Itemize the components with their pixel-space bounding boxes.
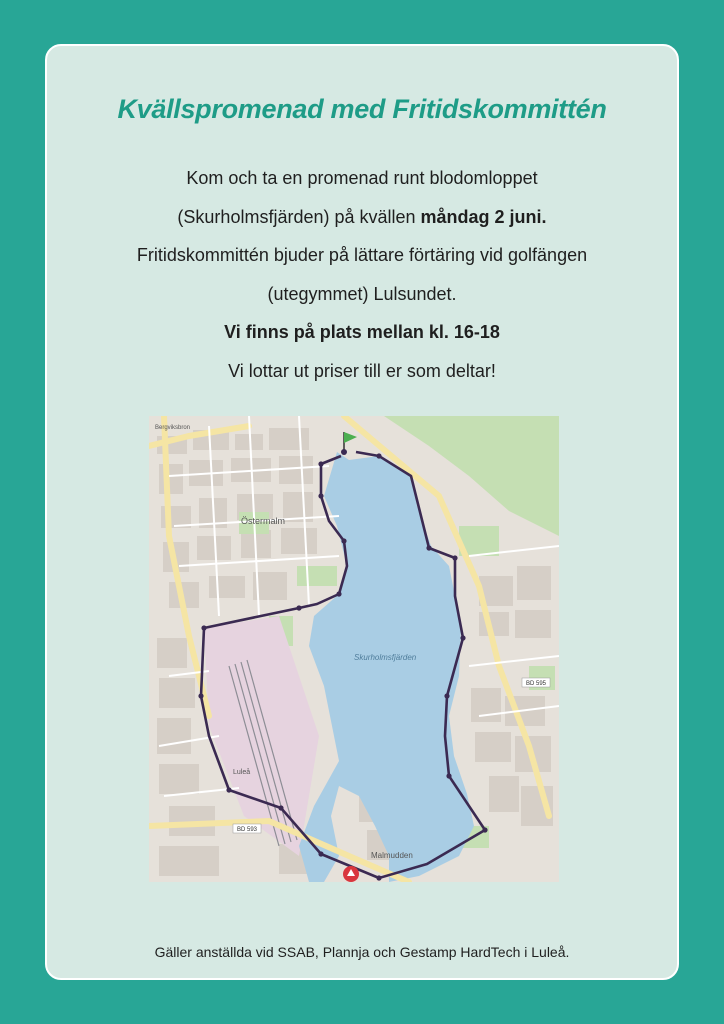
route-map-graphic bbox=[149, 416, 559, 882]
body-line-2 bbox=[57, 198, 667, 237]
road-sign-bd593 bbox=[233, 824, 261, 833]
event-date: måndag 2 juni. bbox=[420, 206, 547, 227]
eligibility-note: Gäller anställda vid SSAB, Plannja och Gestamp HardTech i Luleå. bbox=[154, 944, 570, 960]
water-label: Skurholmsfjärden bbox=[354, 653, 417, 662]
body-line-3: Fritidskommittén bjuder på lättare förtäring vid golfängen bbox=[136, 245, 588, 265]
event-time: Vi finns på plats mellan kl. 16-18 bbox=[224, 322, 500, 342]
svg-text:BD 593: BD 593 bbox=[237, 827, 258, 833]
map-location-marker-icon bbox=[343, 866, 359, 882]
body-line-1: Kom och ta en promenad runt blodomloppet bbox=[186, 168, 538, 188]
route-map bbox=[149, 416, 559, 882]
district-malmudden: Malmudden bbox=[371, 851, 413, 860]
road-label-bergviksbron: Bergviksbron bbox=[155, 425, 191, 431]
body-line-6: Vi lottar ut priser till er som deltar! bbox=[228, 360, 496, 381]
svg-text:BD 595: BD 595 bbox=[526, 681, 547, 687]
flyer-card bbox=[45, 44, 679, 980]
body-line-4: (utegymmet) Lulsundet. bbox=[267, 283, 457, 304]
flyer-title: Kvällspromenad med Fritidskommittén bbox=[117, 94, 607, 124]
body-line-2-text: (Skurholmsfjärden) på kvällen bbox=[177, 206, 421, 227]
flyer-body bbox=[57, 159, 667, 390]
road-sign-bd595 bbox=[522, 678, 550, 687]
district-ostermalm: Östermalm bbox=[241, 516, 286, 526]
district-lulea: Luleå bbox=[233, 769, 251, 776]
